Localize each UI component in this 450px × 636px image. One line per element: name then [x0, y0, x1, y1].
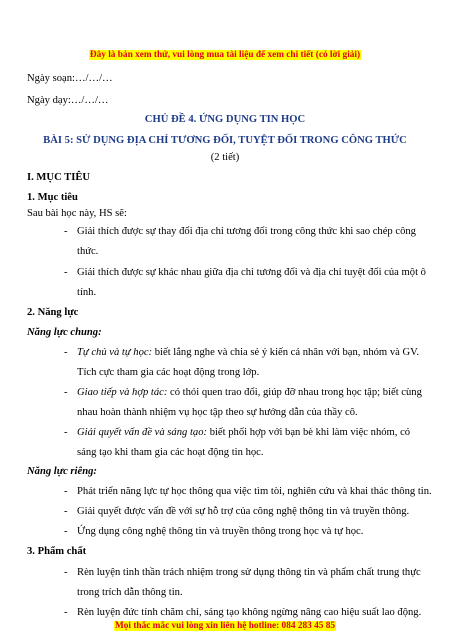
specific-capacity-2: Giải quyết được vấn đề với sự hỗ trợ của công nghệ thông tin và truyền thông. [77, 506, 410, 517]
goal-1-line-2: thức. [77, 246, 99, 257]
goal-2-line-2: tính. [77, 287, 97, 298]
bullet-dash: - [64, 387, 68, 398]
periods: (2 tiết) [210, 152, 240, 163]
quality-1-line-1: Rèn luyện tinh thần trách nhiệm trong sử dụng thông tin và phẩm chất trung thực [77, 567, 421, 578]
bullet-dash: - [64, 427, 68, 438]
general-capacity-3-cont: sáng tạo khi tham gia các hoạt động tin học. [77, 447, 264, 458]
bullet-dash: - [64, 506, 68, 517]
goal-2-line-1: Giải thích được sự khác nhau giữa địa chỉ tương đối và địa chỉ tuyệt đối của một ô [77, 267, 426, 278]
quality-1-line-2: trong trích dẫn thông tin. [77, 587, 183, 598]
bullet-dash: - [64, 226, 68, 237]
subsection-capacity: 2. Năng lực [27, 307, 79, 318]
general-capacity-1-cont: Tích cực tham gia các hoạt động trong lớp. [77, 367, 260, 378]
specific-capacity-3: Ứng dụng công nghệ thông tin và truyền thông trong học và tự học. [77, 526, 364, 537]
lesson-title: BÀI 5: SỬ DỤNG ĐỊA CHỈ TƯƠNG ĐỐI, TUYỆT ĐỐI TRONG CÔNG THỨC [43, 135, 407, 146]
date-compose: Ngày soạn:…/…/… [27, 73, 113, 84]
bullet-dash: - [64, 486, 68, 497]
intro-text: Sau bài học này, HS sẽ: [27, 208, 127, 219]
general-capacity-2: Giao tiếp và hợp tác: có thói quen trao đổi, giúp đỡ nhau trong học tập; biết cùng [77, 387, 422, 398]
subsection-goals: 1. Mục tiêu [27, 192, 78, 203]
bullet-dash: - [64, 347, 68, 358]
specific-capacity-heading: Năng lực riêng: [27, 466, 97, 477]
general-capacity-1: Tự chủ và tự học: biết lắng nghe và chia sẻ ý kiến cá nhân với bạn, nhóm và GV. [77, 347, 420, 358]
general-capacity-3: Giải quyết vấn đề và sáng tạo: biết phối hợp với bạn bè khi làm việc nhóm, có [77, 427, 411, 438]
specific-capacity-1: Phát triển năng lực tự học thông qua việc tìm tòi, nghiên cứu và khai thác thông tin. [77, 486, 432, 497]
bullet-dash: - [64, 607, 68, 618]
date-teach: Ngày dạy:…/…/… [27, 95, 109, 106]
goal-1-line-1: Giải thích được sự thay đổi địa chỉ tương đối trong công thức khi sao chép công [77, 226, 416, 237]
bottom-notice: Mọi thắc mắc vui lòng xin liên hệ hotline: 084 283 45 85 [114, 621, 336, 631]
bullet-dash: - [64, 526, 68, 537]
general-capacity-heading: Năng lực chung: [27, 327, 102, 338]
bullet-dash: - [64, 267, 68, 278]
general-capacity-2-cont: nhau hoàn thành nhiệm vụ học tập theo sự hướng dẫn của thầy cô. [77, 407, 358, 418]
subsection-qualities: 3. Phẩm chất [27, 546, 87, 557]
quality-2: Rèn luyện đức tính chăm chỉ, sáng tạo không ngừng nâng cao hiệu suất lao động. [77, 607, 422, 618]
section-objectives: I. MỤC TIÊU [27, 172, 91, 183]
topic-title: CHỦ ĐỀ 4. ỨNG DỤNG TIN HỌC [144, 114, 306, 125]
top-notice: Đây là bản xem thử, vui lòng mua tài liệu để xem chi tiết (có lời giải) [89, 50, 361, 60]
bullet-dash: - [64, 567, 68, 578]
